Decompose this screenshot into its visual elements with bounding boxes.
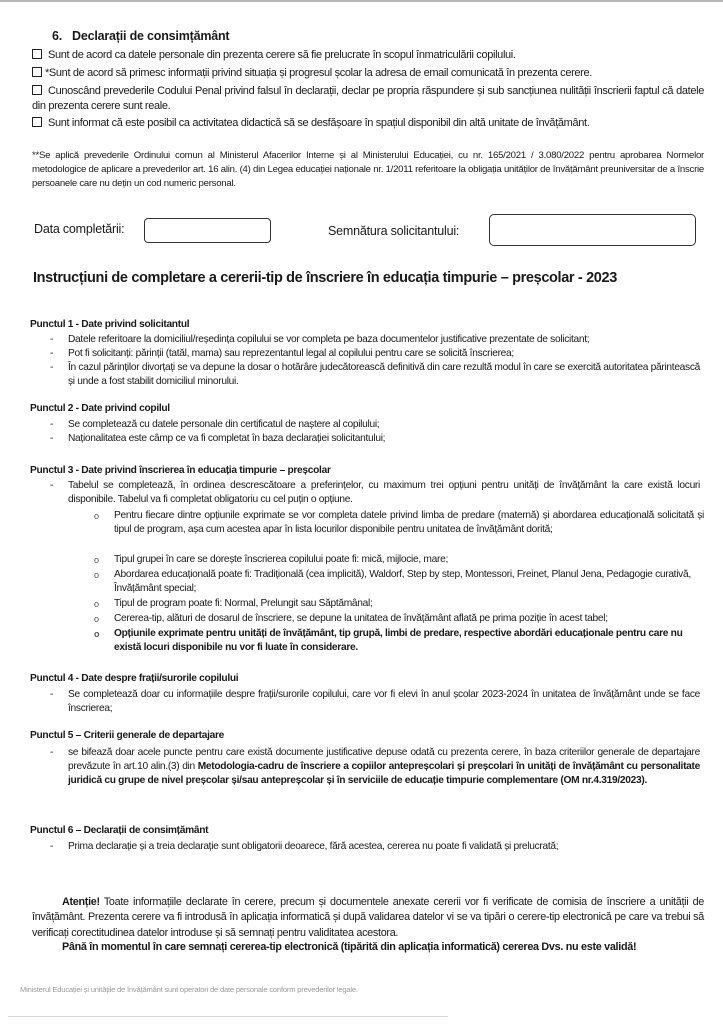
point-3-subitem: o Cererea-tip, alături de dosarul de înscriere, se depune la unitatea de învățământ aflată pe prima poziție în acest tabel;: [94, 613, 608, 624]
consent-checkbox-2[interactable]: [32, 67, 42, 77]
section-number: 6.: [52, 29, 63, 43]
consent-checkbox-3[interactable]: [32, 85, 42, 95]
attention-lead: Atenție!: [62, 896, 100, 908]
consent-label-2: *Sunt de acord să primesc informații privind situația și progresul școlar la adresa de email comunicată în prezenta cerere.: [45, 67, 592, 79]
point-2-heading: Punctul 2 - Date privind copilul: [30, 403, 170, 414]
footer-note: Ministerul Educației și unitățile de învățământ sunt operatori de date personale conform prevederilor legale.: [20, 985, 358, 994]
point-4-item: - Se completează doar cu informațiile despre frații/surorile copilului, care vor fi elevi în anul școlar 2023-2024 în unitatea de învățământ unde se face înscrierea;: [50, 689, 700, 715]
point-3-subitem: o Abordarea educațională poate fi: Tradițională (cea implicită), Waldorf, Step by step, Montessori, Freinet, Planul Jena, Pedagogie curativă, Învățământ special;: [94, 569, 691, 595]
point-3-subitem: o Tipul de program poate fi: Normal, Prelungit sau Săptămânal;: [94, 598, 373, 609]
scan-bottom-edge: [8, 1016, 448, 1017]
signature-input[interactable]: [489, 214, 696, 246]
point-5-item: - se bifează doar acele puncte pentru care există documente justificative depuse odată cu prezenta cerere, în baza criteriilor generale de departajare prevăzute în art.10 alin.(3) din Metodologia-cadru de înscriere a copiilor antepreșcolari și preșcolari în unități de învățământ cu personalitate juridică cu grupe de nivel preșcolar și/sau antepreșcolar și în serviciile de educație timpurie complementare (OM nr.4.319/2023).: [50, 747, 701, 787]
date-input[interactable]: [144, 218, 271, 243]
point-3-subitem: o Tipul grupei în care se dorește înscrierea copilului poate fi: mică, mijlocie, mare;: [94, 554, 448, 565]
consent-checkbox-1[interactable]: [32, 49, 42, 59]
consent-checkbox-row-3: [32, 84, 704, 114]
point-3-subitem: o Pentru fiecare dintre opțiunile exprimate se vor completa datele privind limba de predare (maternă) și abordarea educațională solicitată și tipul de program, așa cum acestea apar în lista locurilor disponibile pentru unitatea de învățământ dorită;: [94, 510, 704, 536]
consent-label-4: Sunt informat că este posibil ca activitatea didactică să se desfășoare în spațiul disponibil din altă unitate de învățământ.: [48, 117, 590, 129]
date-label: Data completării:: [34, 222, 125, 236]
validity-warning: Până în momentul în care semnați cererea-tip electronică (tipărită din aplicația informatică) cererea Dvs. nu este validă!: [62, 941, 637, 953]
signature-label: Semnătura solicitantului:: [328, 224, 460, 238]
legal-footnote: **Se aplică prevederile Ordinului comun al Ministerul Afacerilor Interne și al Ministerului Educației, cu nr. 165/2021 / 3.080/2022 pentru aprobarea Normelor metodologice de aplicare a prevederilor art. 16 alin. (4) din Legea educației naționale nr. 1/2011 referitoare la obligația unităților de învățământ preuniversitar de a înscrie persoanele care nu dețin un cod numeric personal.: [32, 150, 704, 189]
point-1-heading: Punctul 1 - Date privind solicitantul: [30, 319, 190, 330]
scan-top-edge: [0, 0, 723, 2]
consent-checkbox-row-1: [32, 48, 702, 63]
section-title-text: Declarații de consimțământ: [72, 29, 230, 43]
point-3-item: - Tabelul se completează, în ordinea descrescătoare a preferințelor, cu maximum trei opțiuni pentru unități de învățământ la care există locuri disponibile. Tabelul va fi completat obligatoriu cu cel puțin o opțiune.: [50, 480, 700, 506]
section-6-title: [52, 29, 229, 43]
attention-paragraph: Atenție! Toate informațiile declarate în cerere, precum și documentele anexate cererii vor fi verificate de comisia de înscriere a unității de învățământ. Prezenta cerere va fi introdusă în aplicația informatică și după validarea datelor vi se va tipări o cerere-tip electronică pe care va trebui să verificați corectitudinea datelor introduse și să semnați pentru validitatea acestora.: [32, 896, 704, 939]
point-2-item: - Se completează cu datele personale din certificatul de naștere al copilului;: [50, 419, 380, 430]
point-1-item: - Datele referitoare la domiciliul/reședința copilului se vor completa pe baza documentelor justificative prezentate de solicitant;: [50, 334, 590, 345]
consent-label-3: Cunoscând prevederile Codului Penal privind falsul în declarații, declar pe propria răspundere și sub sancțiunea nulității înscrierii faptul că datele din prezenta cerere sunt reale.: [32, 85, 704, 112]
instructions-title: Instrucțiuni de completare a cererii-tip de înscriere în educația timpurie – preșcolar - 2023: [33, 270, 617, 286]
point-1-item: - Pot fi solicitanți: părinții (tatăl, mama) sau reprezentantul legal al copilului pentru care se solicită înscrierea;: [50, 348, 514, 359]
consent-checkbox-row-2: [32, 66, 702, 81]
point-6-item: - Prima declarație și a treia declarație sunt obligatorii deoarece, fără acestea, cererea nu poate fi validată și prelucrată;: [50, 841, 559, 852]
point-5-heading: Punctul 5 – Criterii generale de departajare: [30, 730, 225, 741]
consent-checkbox-4[interactable]: [32, 117, 42, 127]
point-2-item: - Naționalitatea este câmp ce va fi completat în baza declarației solicitantului;: [50, 433, 386, 444]
point-6-heading: Punctul 6 – Declarații de consimțământ: [30, 825, 209, 836]
consent-checkbox-row-4: [32, 116, 702, 131]
point-3-heading: Punctul 3 - Date privind înscrierea în educația timpurie – preșcolar: [30, 465, 331, 476]
point-4-heading: Punctul 4 - Date despre frații/surorile copilului: [30, 673, 239, 684]
point-1-item: - În cazul părinților divorțați se va depune la dosar o hotărâre judecătorească definitivă din care rezultă modul în care se exercită autoritatea părintească și unde a fost stabilit domiciliul minorului.: [50, 362, 700, 388]
point-3-subitem: o Opțiunile exprimate pentru unități de învățământ, tip grupă, limbi de predare, respective abordări educaționale pentru care nu există locuri disponibile nu vor fi luate în considerare.: [94, 628, 683, 654]
consent-label-1: Sunt de acord ca datele personale din prezenta cerere să fie prelucrate în scopul înmatriculării copilului.: [48, 49, 516, 61]
